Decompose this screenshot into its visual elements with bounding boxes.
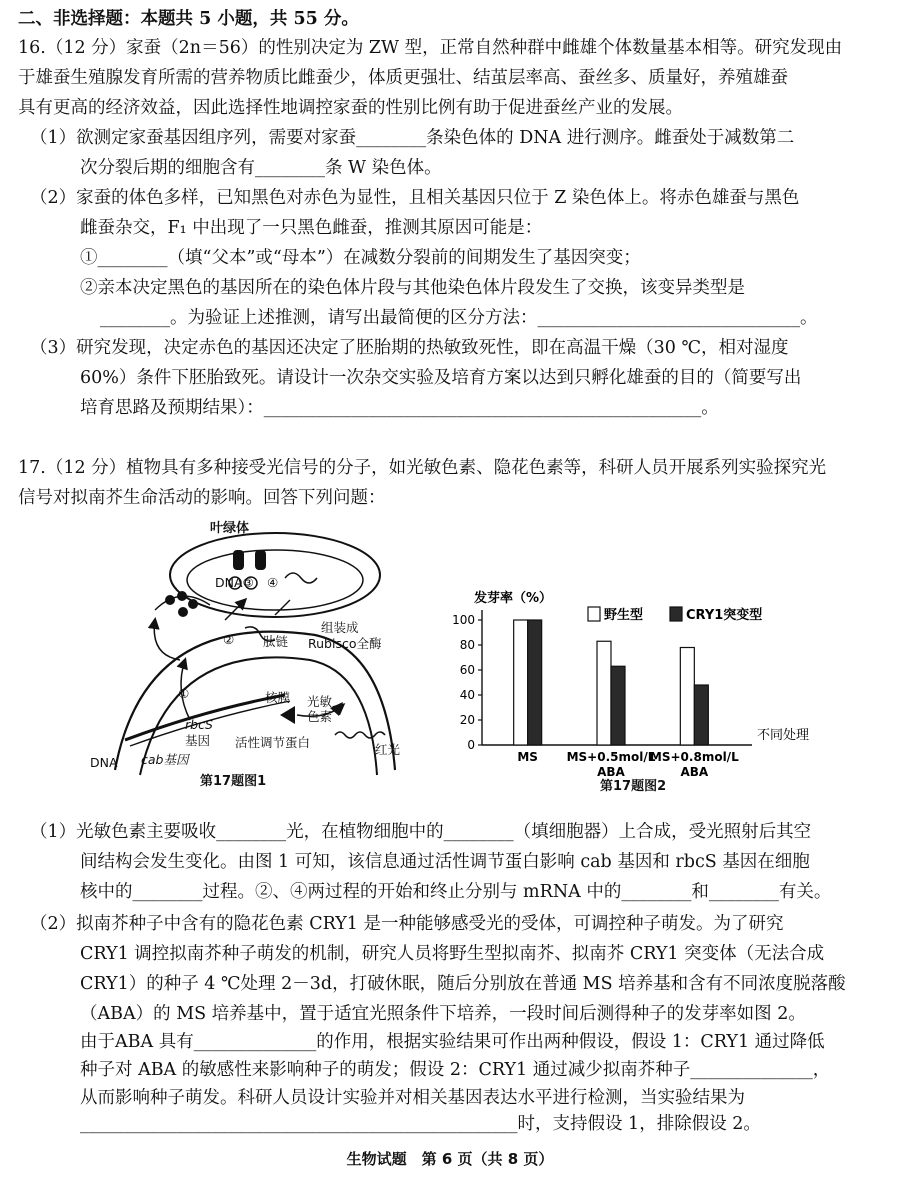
figure-1: [85, 520, 435, 790]
nuclear-membrane-label: 核膜: [265, 690, 291, 705]
y-axis-label: 发芽率（%）: [474, 591, 553, 606]
chloroplast-dna-label: DNA③: [215, 575, 254, 590]
cab-gene-label: cab基因: [141, 752, 189, 767]
q16-line: 培育思路及预期结果）：__________________________________________________。: [80, 398, 719, 418]
bar-cry1-mutant: [528, 620, 542, 745]
q16-line: 具有更高的经济效益，因此选择性地调控家蚕的性别比例有助于促进蚕丝产业的发展。: [18, 98, 683, 118]
y-tick-label: 20: [459, 713, 475, 727]
legend-swatch: [588, 607, 600, 621]
red-light-label: 红光: [375, 742, 401, 757]
q17-intro-line: 17.（12 分）植物具有多种接受光信号的分子，如光敏色素、隐花色素等，科研人员开展系列实验探究光: [18, 458, 827, 478]
q16-line: ________。为验证上述推测，请写出最简便的区分方法：______________________________。: [100, 308, 818, 328]
activator-label: 活性调节蛋白: [235, 735, 311, 750]
phytochrome-label-1: 光敏: [307, 694, 333, 709]
q17-line: 从而影响种子萌发。科研人员设计实验并对相关基因表达水平进行检测，当实验结果为: [80, 1088, 745, 1108]
step-4-label: ④: [267, 575, 279, 590]
q16-line: （3）研究发现，决定赤色的基因还决定了胚胎期的热敏致死性，即在高温干燥（30 ℃，相对湿度: [30, 338, 789, 358]
q17-line: （ABA）的 MS 培养基中，置于适宜光照条件下培养，一段时间后测得种子的发芽率如图 2。: [80, 1004, 806, 1024]
q16-line: 次分裂后期的细胞含有________条 W 染色体。: [80, 158, 442, 178]
step-2-label: ②: [223, 632, 235, 647]
q17-line: CRY1）的种子 4 ℃处理 2－3d，打破休眠，随后分别放在普通 MS 培养基和含有不同浓度脱落酸: [80, 974, 846, 994]
figure-1-caption: 第17题图1: [200, 774, 267, 789]
section-header: 二、非选择题：本题共 5 小题，共 55 分。: [18, 9, 359, 29]
q17-line: __________________________________________________时，支持假设 1，排除假设 2。: [80, 1114, 761, 1134]
y-tick-label: 40: [459, 688, 475, 702]
x-tick-label: MS: [517, 750, 538, 764]
y-tick-label: 60: [459, 663, 475, 677]
bar-wild-type: [680, 648, 694, 746]
legend-label: CRY1突变型: [686, 608, 763, 623]
germination-bar-chart: [440, 585, 840, 795]
q16-line: 16.（12 分）家蚕（2n＝56）的性别决定为 ZW 型，正常自然种群中雌雄个体数量基本相等。研究发现由: [18, 38, 843, 58]
x-tick-label: ABA: [680, 765, 709, 779]
x-axis-label: 不同处理: [757, 728, 810, 743]
q16-line: （1）欲测定家蚕基因组序列，需要对家蚕________条染色体的 DNA 进行测序。雌蚕处于减数第二: [30, 128, 795, 148]
peptide-label: 肽链: [263, 634, 289, 649]
bar-cry1-mutant: [694, 685, 708, 745]
gene-label: 基因: [185, 733, 211, 748]
q16-line: （2）家蚕的体色多样，已知黑色对赤色为显性，且相关基因只位于 Z 染色体上。将赤色雄蚕与黑色: [30, 188, 800, 208]
q16-line: ①________（填“父本”或“母本”）在减数分裂前的间期发生了基因突变；: [80, 248, 641, 268]
q17-line: （2）拟南芥种子中含有的隐花色素 CRY1 是一种能够感受光的受体，可调控种子萌发。为了研究: [30, 914, 784, 934]
q17-line: （1）光敏色素主要吸收________光，在植物细胞中的________（填细胞器）上合成，受光照射后其空: [30, 822, 812, 842]
chloroplast-label: 叶绿体: [210, 521, 250, 536]
y-tick-label: 80: [459, 638, 475, 652]
q17-line: 间结构会发生变化。由图 1 可知，该信息通过活性调节蛋白影响 cab 基因和 rbcS 基因在细胞: [80, 852, 810, 872]
y-tick-label: 100: [452, 613, 475, 627]
phytochrome-label-2: 色素: [307, 709, 333, 724]
q16-line: 60%）条件下胚胎致死。请设计一次杂交实验及培育方案以达到只孵化雄蚕的目的（简要写出: [80, 368, 802, 388]
q17-intro-line: 信号对拟南芥生命活动的影响。回答下列问题：: [18, 488, 386, 508]
dna-label: DNA: [90, 755, 118, 770]
assemble-label: 组装成: [321, 620, 359, 635]
bar-wild-type: [597, 641, 611, 745]
figure-2-caption: 第17题图2: [600, 779, 667, 794]
rbcs-label: rbcS: [185, 717, 213, 732]
x-tick-label: ABA: [597, 765, 625, 779]
legend-swatch: [670, 607, 682, 621]
q17-line: 种子对 ABA 的敏感性来影响种子的萌发；假设 2：CRY1 通过减少拟南芥种子______________，: [80, 1060, 831, 1080]
figure-2: [440, 585, 840, 795]
q17-line: 核中的________过程。②、④两过程的开始和终止分别与 mRNA 中的________和________有关。: [80, 882, 832, 902]
bar-cry1-mutant: [611, 666, 625, 745]
q17-line: 由于ABA 具有______________的作用，根据实验结果可作出两种假设，假设 1：CRY1 通过降低: [80, 1032, 825, 1052]
legend-label: 野生型: [604, 608, 644, 623]
x-tick-label: MS+0.8mol/L: [649, 750, 739, 764]
bar-wild-type: [514, 620, 528, 745]
q16-line: 雌蚕杂交，F₁ 中出现了一只黑色雌蚕，推测其原因可能是：: [80, 218, 543, 238]
q16-line: 于雄蚕生殖腺发育所需的营养物质比雌蚕少，体质更强壮、结茧层率高、蚕丝多、质量好，养殖雄蚕: [18, 68, 788, 88]
page-footer: 生物试题 第 6 页（共 8 页）: [346, 1150, 554, 1168]
q17-line: CRY1 调控拟南芥种子萌发的机制，研究人员将野生型拟南芥、拟南芥 CRY1 突变体（无法合成: [80, 944, 825, 964]
step-1-label: ①: [178, 686, 190, 701]
y-tick-label: 0: [467, 738, 475, 752]
x-tick-label: MS+0.5mol/L: [566, 750, 656, 764]
q16-line: ②亲本决定黑色的基因所在的染色体片段与其他染色体片段发生了交换，该变异类型是: [80, 278, 745, 298]
rubisco-label: Rubisco全酶: [308, 636, 382, 651]
